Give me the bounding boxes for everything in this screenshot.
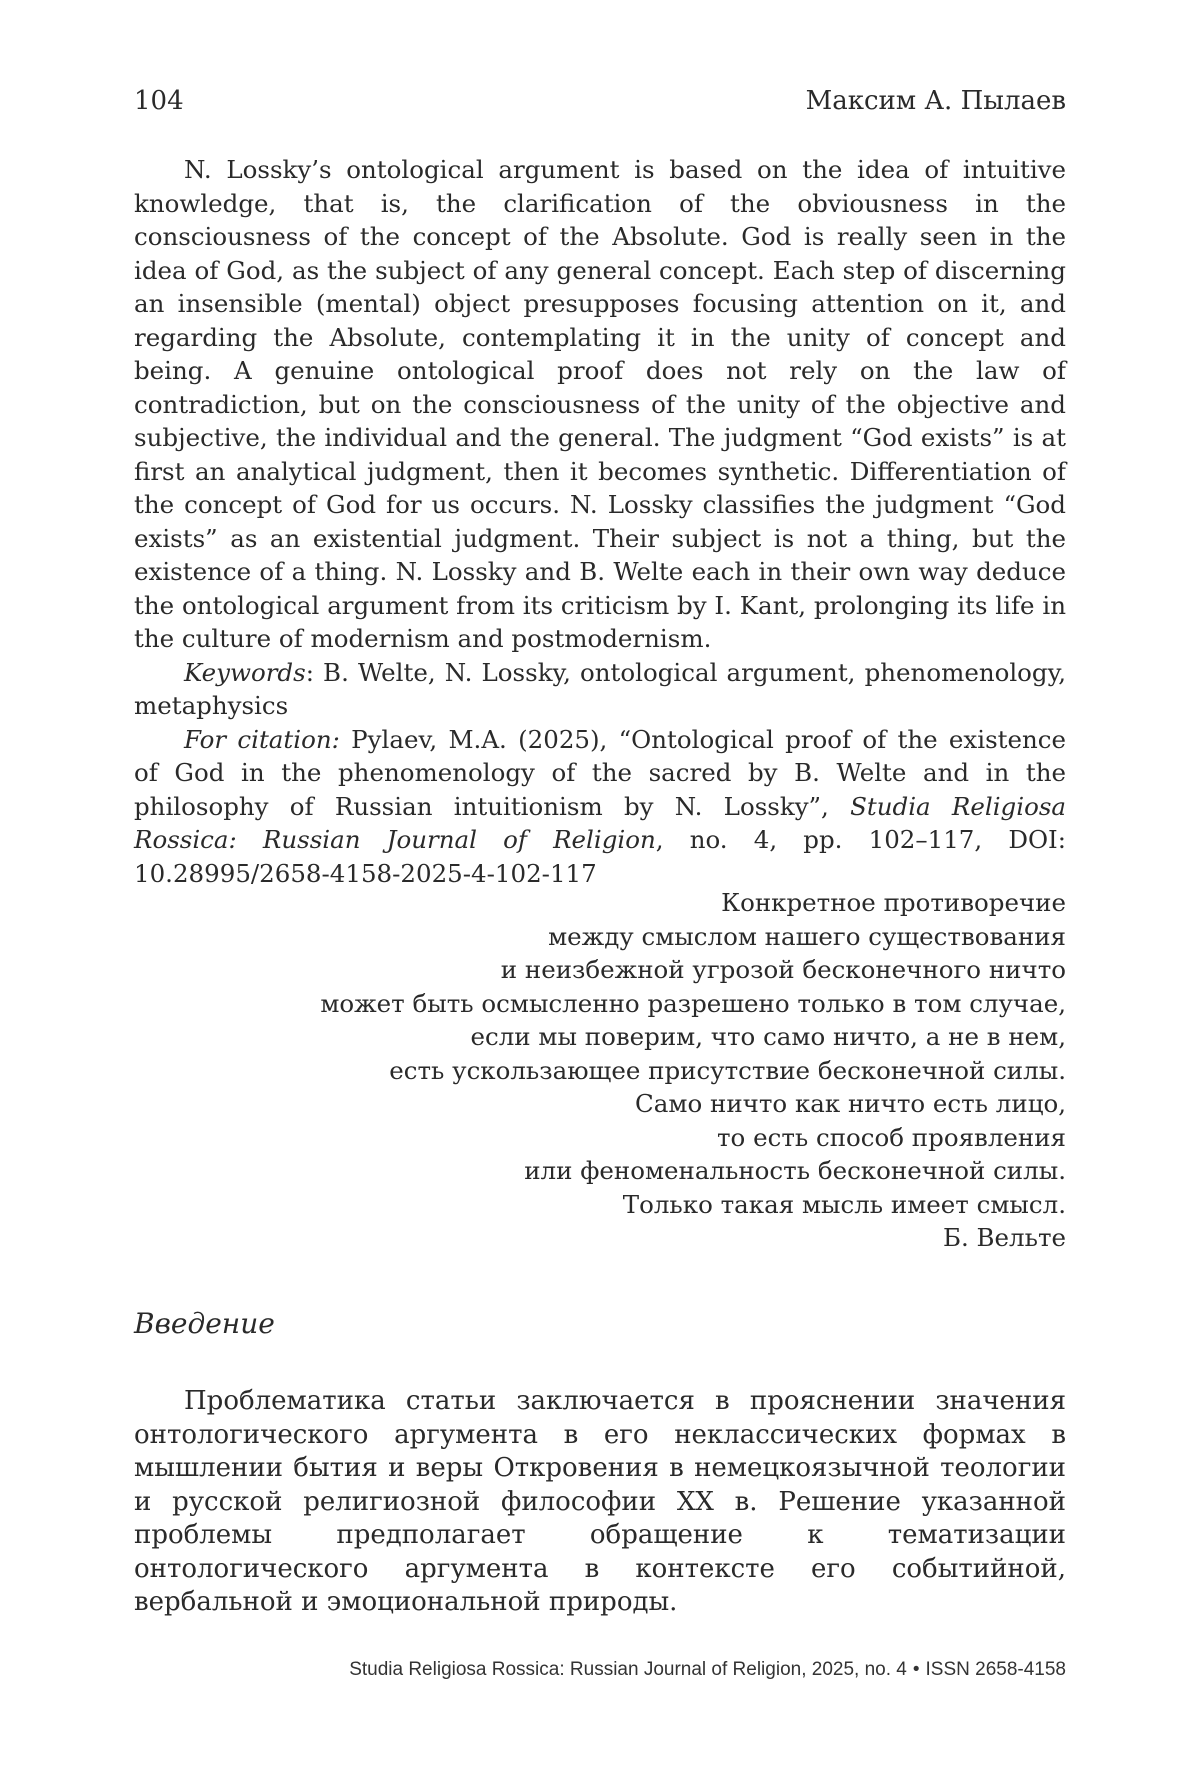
footer-issn: ISSN 2658-4158: [925, 1659, 1066, 1680]
keywords-label: Keywords: [184, 657, 306, 687]
epigraph: [134, 886, 1066, 1255]
citation-label: For citation:: [184, 724, 340, 754]
epigraph-line: если мы поверим, что само ничто, а не в нем,: [470, 1022, 1066, 1051]
page-number: 104: [134, 86, 184, 116]
footer-separator: •: [912, 1659, 920, 1680]
epigraph-line: или феноменальность бесконечной силы.: [524, 1156, 1066, 1185]
abstract-block: [134, 153, 1066, 890]
citation-tail: , no. 4, pp. 102–117, DOI: 10.28995/2658-4158-2025-4-102-117: [134, 825, 1066, 888]
journal-footer: [349, 1659, 1066, 1681]
running-head-author: Максим А. Пылаев: [805, 86, 1066, 116]
epigraph-attribution: Б. Вельте: [942, 1223, 1066, 1252]
footer-journal: Studia Religiosa Rossica: Russian Journal of Religion, 2025, no. 4: [349, 1659, 907, 1680]
epigraph-line: и неизбежной угрозой бесконечного ничто: [500, 955, 1066, 984]
citation-journal: Studia Religiosa Rossica: Russian Journal of Religion: [134, 791, 1066, 854]
epigraph-line: есть ускользающее присутствие бесконечной силы.: [389, 1055, 1066, 1085]
epigraph-line: то есть способ проявления: [717, 1122, 1066, 1152]
section-title: Введение: [134, 1307, 275, 1340]
intro-paragraph: Проблематика статьи заключается в прояснении значения онтологического аргумента в его неклассических формах в мышлении бытия и веры Откровения в немецкоязычной теологии и русской религиозной философии XX в. Решение указанной проблемы предполагает обращение к тематизации онтологического аргумента в контексте его событийной, вербальной и эмоциональной природы.: [134, 1386, 1066, 1617]
epigraph-line: может быть осмысленно разрешено только в том случае,: [320, 988, 1066, 1018]
citation-text: Pylaev, M.A. (2025), “Ontological proof of the existence of God in the phenomenology of the sacred by B. Welte and in the philosophy of Russian intuitionism by N. Lossky”,: [134, 724, 1066, 821]
epigraph-line: между смыслом нашего существования: [548, 921, 1066, 951]
epigraph-line: Только такая мысль имеет смысл.: [622, 1189, 1066, 1219]
keywords-text: : B. Welte, N. Lossky, ontological argument, phenomenology, metaphysics: [134, 657, 1066, 720]
running-header: [134, 86, 1066, 126]
epigraph-line: Конкретное противоречие: [721, 888, 1066, 917]
keywords-paragraph: [134, 656, 1066, 723]
citation-paragraph: [134, 723, 1066, 891]
epigraph-line: Само ничто как ничто есть лицо,: [635, 1089, 1066, 1118]
abstract-body: N. Lossky’s ontological argument is based on the idea of intuitive knowledge, that is, the clarification of the obviousness in the consciousness of the concept of the Absolute. God is really seen in the idea of God, as the subject of any general concept. Each step of discerning an insensible (mental) object presupposes focusing attention on it, and regarding the Absolute, contemplating it in the unity of concept and being. A genuine ontological proof does not rely on the law of contradiction, but on the consciousness of the unity of the objective and subjective, the individual and the general. The judgment “God exists” is at first an analytical judgment, then it becomes synthetic. Differentiation of the concept of God for us occurs. N. Lossky classifies the judgment “God exists” as an existential judgment. Their subject is not a thing, but the existence of a thing. N. Lossky and B. Welte each in their own way deduce the ontological argument from its criticism by I. Kant, prolonging its life in the culture of modernism and postmodernism.: [134, 155, 1066, 653]
